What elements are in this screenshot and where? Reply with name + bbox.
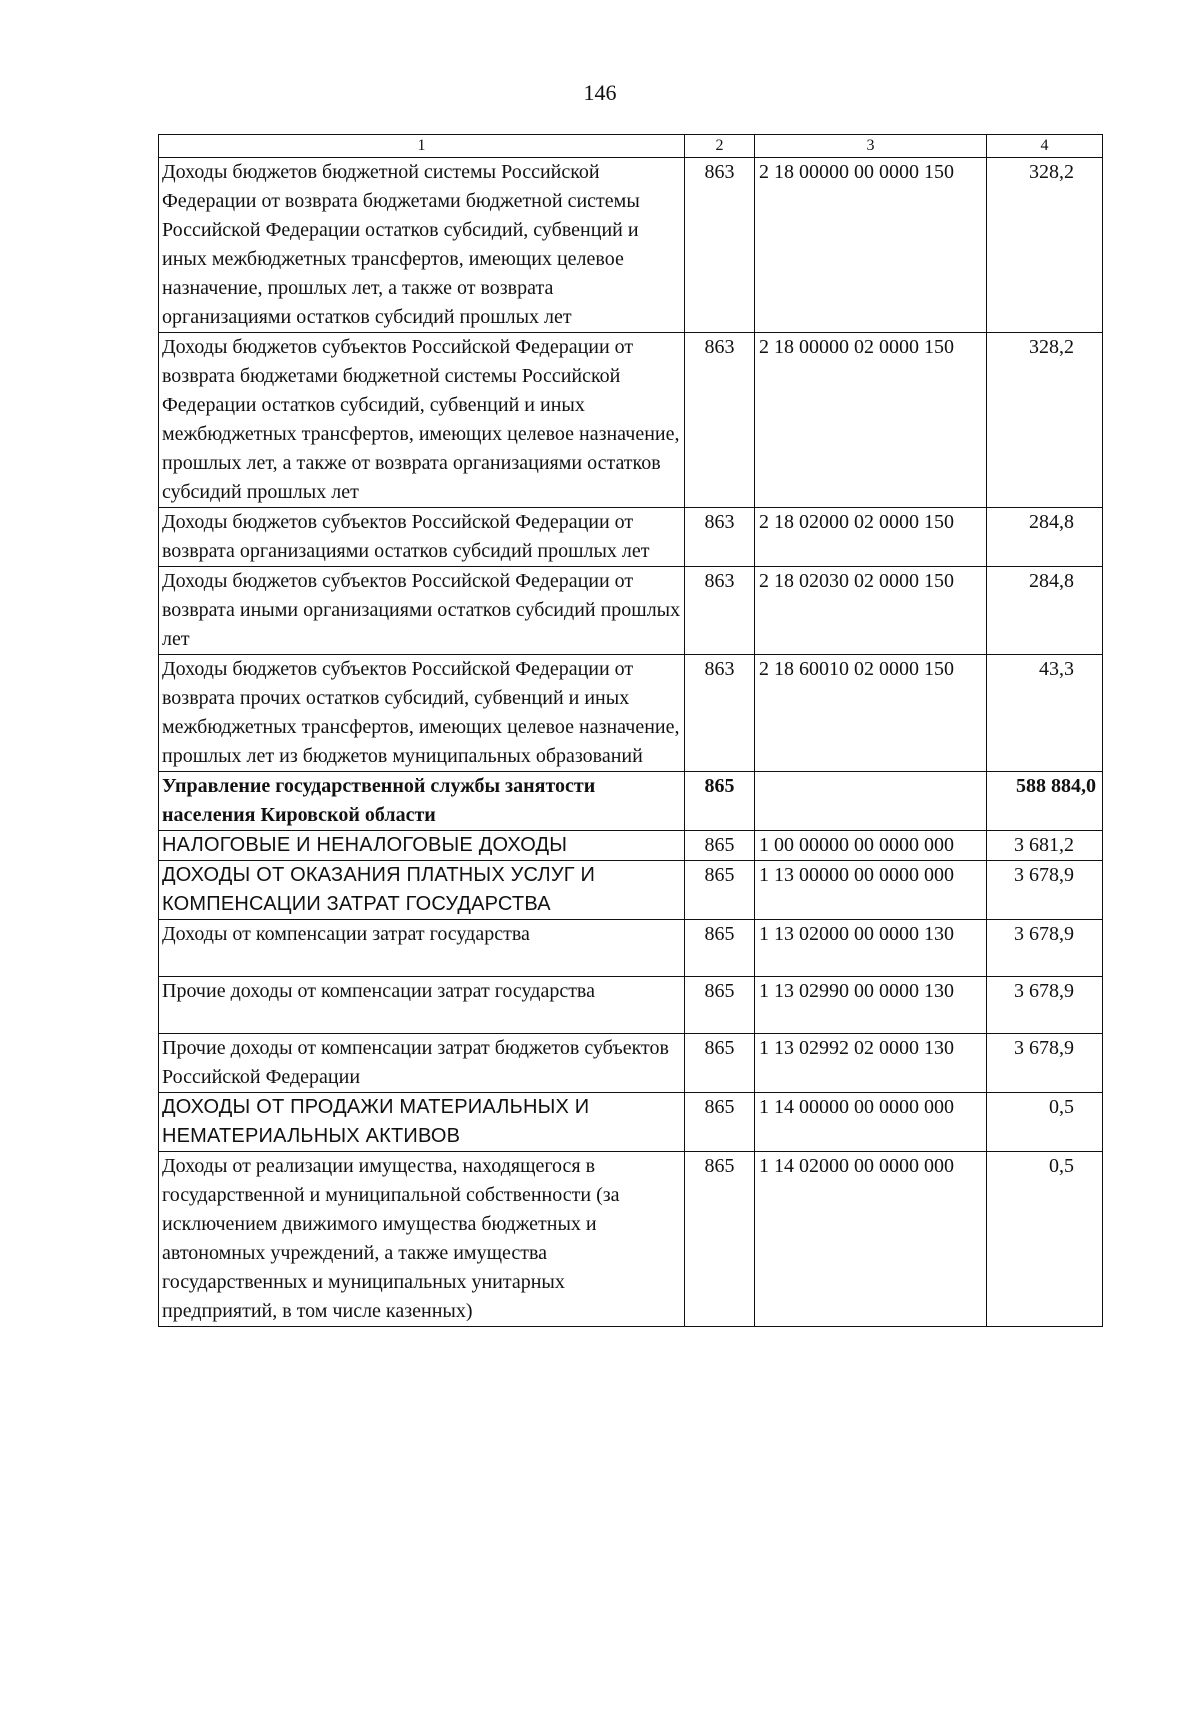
row-name: ДОХОДЫ ОТ ПРОДАЖИ МАТЕРИАЛЬНЫХ И НЕМАТЕРИАЛЬНЫХ АКТИВОВ	[159, 1093, 685, 1152]
row-admin-code: 863	[685, 508, 755, 567]
row-amount: 284,8	[987, 567, 1103, 655]
row-name: Управление государственной службы занятости населения Кировской области	[159, 772, 685, 831]
page-number: 146	[583, 80, 617, 105]
row-classification-code	[755, 772, 987, 831]
table-row	[159, 861, 1103, 920]
row-name: НАЛОГОВЫЕ И НЕНАЛОГОВЫЕ ДОХОДЫ	[159, 831, 685, 861]
row-admin-code: 863	[685, 158, 755, 333]
row-classification-code: 1 00 00000 00 0000 000	[755, 831, 987, 861]
header-col-1: 1	[159, 135, 685, 158]
row-admin-code: 863	[685, 333, 755, 508]
row-amount: 328,2	[987, 333, 1103, 508]
row-admin-code: 863	[685, 655, 755, 772]
row-amount: 0,5	[987, 1093, 1103, 1152]
row-amount: 43,3	[987, 655, 1103, 772]
row-name: Доходы бюджетов субъектов Российской Федерации от возврата бюджетами бюджетной системы Российской Федерации остатков субсидий, субвенций и иных межбюджетных трансфертов, имеющих целевое назначение, прошлых лет, а также от возврата организациями остатков субсидий прошлых лет	[159, 333, 685, 508]
row-amount: 3 681,2	[987, 831, 1103, 861]
row-admin-code: 865	[685, 977, 755, 1034]
row-name: Доходы бюджетов субъектов Российской Федерации от возврата прочих остатков субсидий, субвенций и иных межбюджетных трансфертов, имеющих целевое назначение, прошлых лет из бюджетов муниципальных образований	[159, 655, 685, 772]
row-amount: 328,2	[987, 158, 1103, 333]
revenue-table-container	[158, 134, 1102, 1327]
row-classification-code: 2 18 02030 02 0000 150	[755, 567, 987, 655]
row-admin-code: 865	[685, 920, 755, 977]
row-amount: 0,5	[987, 1152, 1103, 1327]
table-row	[159, 508, 1103, 567]
row-admin-code: 865	[685, 1034, 755, 1093]
row-amount: 284,8	[987, 508, 1103, 567]
row-classification-code: 1 14 00000 00 0000 000	[755, 1093, 987, 1152]
table-row-section-header	[159, 772, 1103, 831]
row-name: Прочие доходы от компенсации затрат бюджетов субъектов Российской Федерации	[159, 1034, 685, 1093]
header-col-4: 4	[987, 135, 1103, 158]
header-col-3: 3	[755, 135, 987, 158]
row-name: Прочие доходы от компенсации затрат государства	[159, 977, 685, 1034]
row-admin-code: 865	[685, 831, 755, 861]
row-amount: 588 884,0	[987, 772, 1103, 831]
row-classification-code: 2 18 00000 00 0000 150	[755, 158, 987, 333]
row-admin-code: 865	[685, 861, 755, 920]
header-col-2: 2	[685, 135, 755, 158]
row-name: ДОХОДЫ ОТ ОКАЗАНИЯ ПЛАТНЫХ УСЛУГ И КОМПЕНСАЦИИ ЗАТРАТ ГОСУДАРСТВА	[159, 861, 685, 920]
row-amount: 3 678,9	[987, 920, 1103, 977]
row-amount: 3 678,9	[987, 977, 1103, 1034]
row-classification-code: 2 18 02000 02 0000 150	[755, 508, 987, 567]
row-name: Доходы от реализации имущества, находящегося в государственной и муниципальной собственности (за исключением движимого имущества бюджетных и автономных учреждений, а также имущества государственных и муниципальных унитарных предприятий, в том числе казенных)	[159, 1152, 685, 1327]
row-name: Доходы бюджетов бюджетной системы Российской Федерации от возврата бюджетами бюджетной системы Российской Федерации остатков субсидий, субвенций и иных межбюджетных трансфертов, имеющих целевое назначение, прошлых лет, а также от возврата организациями остатков субсидий прошлых лет	[159, 158, 685, 333]
table-row	[159, 1093, 1103, 1152]
table-row	[159, 920, 1103, 977]
row-amount: 3 678,9	[987, 1034, 1103, 1093]
row-admin-code: 865	[685, 1152, 755, 1327]
row-name: Доходы бюджетов субъектов Российской Федерации от возврата иными организациями остатков субсидий прошлых лет	[159, 567, 685, 655]
table-row	[159, 567, 1103, 655]
row-classification-code: 1 13 02000 00 0000 130	[755, 920, 987, 977]
row-classification-code: 2 18 00000 02 0000 150	[755, 333, 987, 508]
row-classification-code: 2 18 60010 02 0000 150	[755, 655, 987, 772]
row-name: Доходы от компенсации затрат государства	[159, 920, 685, 977]
row-classification-code: 1 13 02990 00 0000 130	[755, 977, 987, 1034]
revenue-table	[158, 134, 1103, 1327]
table-row	[159, 831, 1103, 861]
table-row	[159, 158, 1103, 333]
table-row	[159, 655, 1103, 772]
table-row	[159, 1034, 1103, 1093]
row-classification-code: 1 13 00000 00 0000 000	[755, 861, 987, 920]
row-admin-code: 865	[685, 772, 755, 831]
table-header-row	[159, 135, 1103, 158]
row-name: Доходы бюджетов субъектов Российской Федерации от возврата организациями остатков субсидий прошлых лет	[159, 508, 685, 567]
row-admin-code: 865	[685, 1093, 755, 1152]
table-row	[159, 977, 1103, 1034]
table-row	[159, 1152, 1103, 1327]
table-row	[159, 333, 1103, 508]
row-amount: 3 678,9	[987, 861, 1103, 920]
row-admin-code: 863	[685, 567, 755, 655]
row-classification-code: 1 13 02992 02 0000 130	[755, 1034, 987, 1093]
row-classification-code: 1 14 02000 00 0000 000	[755, 1152, 987, 1327]
